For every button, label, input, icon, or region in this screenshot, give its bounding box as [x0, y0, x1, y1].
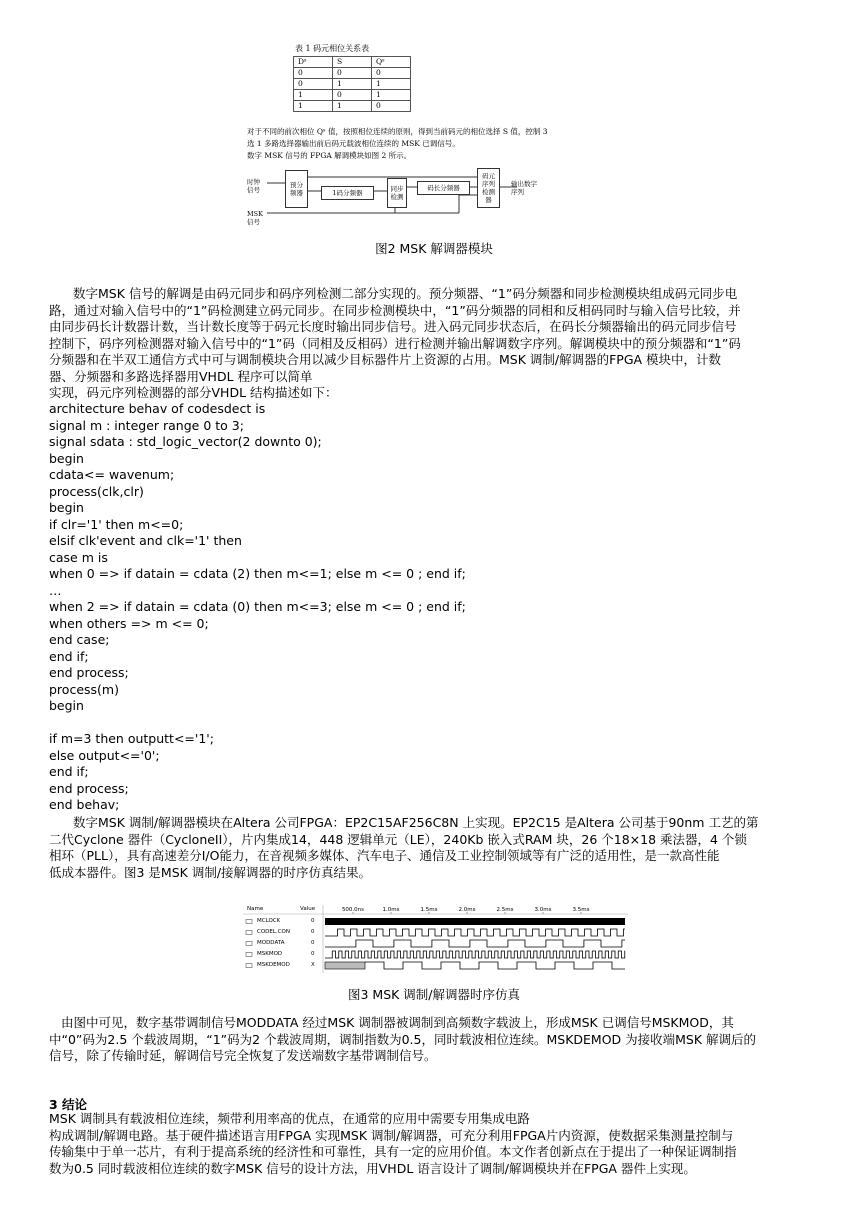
sync-detect-label: 同步 检测: [390, 185, 404, 201]
time-tick-label: 2.0ms: [458, 907, 476, 913]
signal-name: MSKMOD: [257, 951, 283, 957]
signal-value: 0: [311, 940, 315, 946]
code-line: when 2 => if datain = cdata (0) then m<=3; else m <= 0 ; end if;: [49, 599, 466, 614]
table-title: 表 1 码元相位关系表: [295, 44, 370, 53]
table-cell: 0: [333, 90, 372, 101]
paragraph-conclusion: [49, 1111, 821, 1177]
text-line: 相环（PLL），具有高速差分I/O能力，在音视频多媒体、汽车电子、通信及工业控制领域等有广泛的适用性，是一款高性能: [49, 848, 720, 863]
text-line: 数字MSK 信号的解调是由码元同步和码序列检测二部分实现的。预分频器、“1”码分频器和同步检测模块组成码元同步电: [73, 286, 738, 301]
code-line: end behav;: [49, 797, 120, 812]
mskdemod-undefined-region: [325, 962, 365, 969]
signal-pin-icon: [246, 920, 252, 924]
code-line: …: [49, 582, 62, 598]
text-line: 信号，除了传输时延，解调信号完全恢复了发送端数字基带调制信号。: [49, 1048, 437, 1063]
table-cell: 1: [372, 79, 411, 90]
value-column-header: Value: [300, 906, 316, 912]
text-line: 分频器和在半双工通信方式中可与调制模块合用以减少目标器件片上资源的占用。MSK 调制/解调器的FPGA 模块中，计数: [49, 352, 722, 367]
prescaler-block: [285, 170, 308, 208]
mclock-waveform: [325, 918, 625, 925]
signal-name: MODDATA: [257, 940, 285, 946]
code-line: end process;: [49, 665, 129, 680]
table-row: [294, 90, 411, 101]
figure-3-timing-simulation: [243, 905, 628, 973]
time-tick-label: 2.5ms: [496, 907, 514, 913]
figure-2-caption: 图2 MSK 解调器模块: [375, 241, 493, 256]
signal-pin-icon: [246, 942, 252, 946]
code-line: end process;: [49, 780, 129, 796]
code-line: process(clk,clr): [49, 483, 144, 499]
table-header-row: [294, 57, 411, 68]
figure-note-line: 数字 MSK 信号的 FPGA 解调模块如图 2 所示。: [247, 151, 412, 160]
msk-input-label: MSK 信号: [247, 210, 263, 226]
figure-note-line: 对于不同的前次相位 Qˢ 值，按照相位连续的原则，得到当前码元的相位选择 S 值，控制 3: [247, 127, 548, 136]
text-line: 控制下，码序列检测器对输入信号中的“1”码（同相及反相码）进行检测并输出解调数字序列。解调模块中的预分频器和“1”码: [49, 335, 741, 351]
table-cell: 0: [333, 68, 372, 79]
text-line: 二代Cyclone 器件（CycloneII），片内集成14，448 逻辑单元（LE），240Kb 嵌入式RAM 块，26 个18×18 乘法器，4 个锁: [49, 831, 747, 847]
section-heading: 3 结论: [49, 1097, 88, 1112]
text-line: 构成调制/解调电路。基于硬件描述语言用FPGA 实现MSK 调制/解调器，可充分利用FPGA片内资源，使数据采集测量控制与: [49, 1127, 734, 1143]
code-line: end case;: [49, 632, 110, 647]
paragraph-analysis: [49, 1015, 821, 1065]
one-code-divider-label: 1码分频器: [332, 189, 363, 197]
signal-value: 0: [311, 918, 315, 924]
time-tick-label: 3.5ms: [572, 907, 590, 913]
code-line: if clr='1' then m<=0;: [49, 516, 184, 532]
signal-name: MCLOCK: [257, 918, 281, 924]
code-line: when 0 => if datain = cdata (2) then m<=1; else m <= 0 ; end if;: [49, 566, 466, 581]
paragraph-demodulation: [49, 286, 821, 402]
figure-note-line: 选 1 多路选择器输出前后码元载波相位连续的 MSK 已调信号。: [247, 139, 460, 148]
code-line: case m is: [49, 549, 108, 565]
signal-name: MSKDEMOD: [257, 962, 290, 968]
timing-waveforms: [243, 905, 628, 973]
signal-pin-icon: [246, 931, 252, 935]
mskmod-waveform: [325, 951, 625, 958]
mskdemod-waveform: [365, 962, 625, 969]
sequence-detector-block: [477, 168, 500, 208]
time-tick-label: 500.0ns: [341, 907, 365, 913]
output-sequence-label: 输出数字 序列: [511, 180, 537, 196]
table-cell: 1: [372, 90, 411, 101]
vhdl-code-block: [49, 401, 466, 814]
table-header-cell: Dˢ: [294, 57, 333, 68]
signal-value: X: [311, 962, 315, 968]
code-line: [49, 715, 466, 732]
signal-name: CODEL.CON: [257, 929, 290, 935]
text-line: 由图中可见，数字基带调制信号MODDATA 经过MSK 调制器被调制到高频数字载波上，形成MSK 已调信号MSKMOD，其: [61, 1015, 734, 1030]
time-tick-label: 1.0ms: [382, 907, 400, 913]
text-line: 数为0.5 同时载波相位连续的数字MSK 信号的设计方法，用VHDL 语言设计了调制/解调模块并在FPGA 器件上实现。: [49, 1160, 696, 1176]
figure-3-caption: 图3 MSK 调制/解调器时序仿真: [347, 987, 521, 1002]
table-header-cell: S: [333, 57, 372, 68]
clock-input-label: 时钟 信号: [247, 178, 260, 194]
code-line: begin: [49, 698, 84, 713]
text-line: 中“0”码为2.5 个载波周期，“1”码为2 个载波周期，调制指数为0.5，同时载波相位连续。MSKDEMOD 为接收端MSK 解调后的: [49, 1031, 757, 1047]
prescaler-label: 预分 频器: [290, 181, 303, 197]
name-column-header: Name: [247, 906, 264, 912]
phase-table: [293, 56, 411, 112]
code-line: when others => m <= 0;: [49, 615, 209, 631]
text-line: 传输集中于单一芯片，有利于提高系统的经济性和可靠性，具有一定的应用价值。本文作者创新点在于提出了一种保证调制指: [49, 1144, 737, 1159]
signal-pin-icon: [246, 953, 252, 957]
code-line: begin: [49, 500, 84, 515]
signal-value: 0: [311, 929, 315, 935]
time-tick-label: 1.5ms: [420, 907, 438, 913]
table-cell: 1: [333, 101, 372, 112]
paragraph-implementation: [49, 815, 821, 881]
table-cell: 0: [294, 79, 333, 90]
code-line: elsif clk'event and clk='1' then: [49, 533, 242, 548]
table-cell: 0: [372, 101, 411, 112]
signal-value: 0: [311, 951, 315, 957]
figure-2: [245, 43, 645, 233]
moddata-waveform: [325, 940, 625, 947]
text-line: 低成本器件。图3 是MSK 调制/接解调器的时序仿真结果。: [49, 864, 372, 880]
code-line: architecture behav of codesdect is: [49, 401, 266, 416]
time-tick-label: 3.0ms: [534, 907, 552, 913]
code-line: signal m : integer range 0 to 3;: [49, 417, 244, 433]
table-cell: 1: [294, 90, 333, 101]
code-line: signal sdata : std_logic_vector(2 downto 0);: [49, 434, 322, 449]
codel-con-waveform: [325, 929, 625, 936]
text-line: 实现，码元序列检测器的部分VHDL 结构描述如下：: [49, 385, 338, 400]
table-row: [294, 79, 411, 90]
code-line: end if;: [49, 764, 89, 779]
table-cell: 1: [294, 101, 333, 112]
table-row: [294, 101, 411, 112]
table-cell: 1: [333, 79, 372, 90]
text-line: 路，通过对输入信号中的“1”码检测建立码元同步。在同步检测模块中，“1”码分频器的同相和反相码同时与输入信号比较，并: [49, 302, 741, 318]
text-line: 数字MSK 调制/解调器模块在Altera 公司FPGA：EP2C15AF256C8N 上实现。EP2C15 是Altera 公司基于90nm 工艺的第: [73, 815, 759, 830]
sequence-detector-label: 码元 序列 检测 器: [482, 172, 495, 204]
code-line: end if;: [49, 648, 89, 664]
code-line: else output<='0';: [49, 747, 160, 763]
code-line: process(m): [49, 681, 119, 697]
code-line: if m=3 then outputt<='1';: [49, 731, 214, 746]
text-line: 器、分频器和多路选择器用VHDL 程序可以简单: [49, 368, 313, 384]
table-header-cell: Qˢ: [372, 57, 411, 68]
one-code-divider-block: [321, 186, 374, 200]
text-line: MSK 调制具有载波相位连续，频带利用率高的优点，在通常的应用中需要专用集成电路: [49, 1111, 530, 1126]
table-cell: 0: [372, 68, 411, 79]
table-cell: 0: [294, 68, 333, 79]
code-length-divider-label: 码长分频器: [427, 184, 460, 192]
sync-detect-block: [387, 178, 407, 208]
code-length-divider-block: [417, 181, 470, 195]
signal-pin-icon: [246, 964, 252, 968]
code-line: begin: [49, 450, 84, 466]
text-line: 由同步码长计数器计数，当计数长度等于码元长度时输出同步信号。进入码元同步状态后，在码长分频器输出的码元同步信号: [49, 319, 737, 334]
table-row: [294, 68, 411, 79]
code-line: cdata<= wavenum;: [49, 467, 175, 482]
